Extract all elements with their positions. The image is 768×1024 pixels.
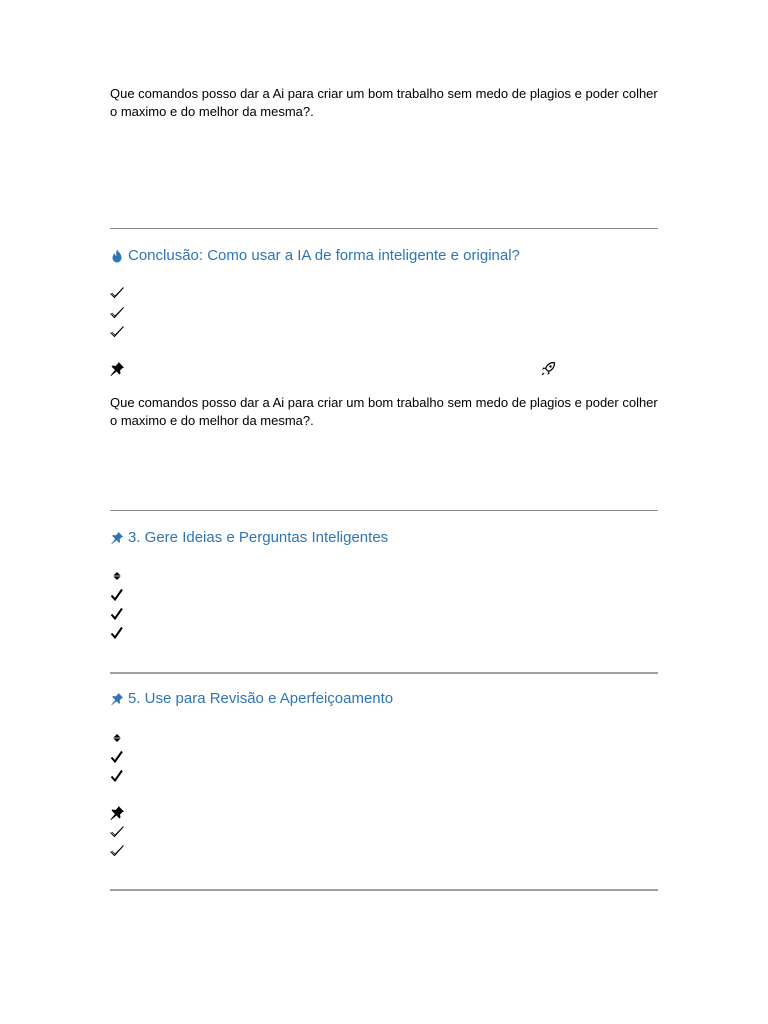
fire-icon [110,249,124,263]
horizontal-rule [110,672,658,674]
check-icon [109,606,125,622]
horizontal-rule [110,889,658,891]
check-outline-icon [109,305,125,321]
check-outline-icon [109,285,125,301]
check-icon [109,768,125,784]
diamond-bullet-icon [109,568,125,584]
heading-section-5-text: 5. Use para Revisão e Aperfeiçoamento [128,690,394,707]
heading-section-3 [110,528,388,548]
check-icon [109,749,125,765]
heading-section-3-text: 3. Gere Ideias e Perguntas Inteligentes [128,529,389,546]
check-icon [109,587,125,603]
rocket-icon [540,361,556,377]
heading-conclusao [110,246,520,266]
pushpin-icon [110,531,124,545]
diamond-bullet-icon [109,730,125,746]
check-icon [109,625,125,641]
question-paragraph-middle: Que comandos posso dar a Ai para criar um bom trabalho sem medo de plagios e poder colher o maximo e do melhor da mesma?. [110,395,658,428]
pushpin-icon [109,361,125,377]
check-outline-icon [109,824,125,840]
pushpin-icon [110,692,124,706]
horizontal-rule [110,228,658,229]
check-outline-icon [109,843,125,859]
horizontal-rule [110,510,658,511]
pushpin-icon [109,805,125,821]
heading-conclusao-text: Conclusão: Como usar a IA de forma inteligente e original? [128,247,520,264]
check-outline-icon [109,324,125,340]
heading-section-5 [110,689,393,709]
question-paragraph-top: Que comandos posso dar a Ai para criar um bom trabalho sem medo de plagios e poder colher o maximo e do melhor da mesma?. [110,86,658,119]
